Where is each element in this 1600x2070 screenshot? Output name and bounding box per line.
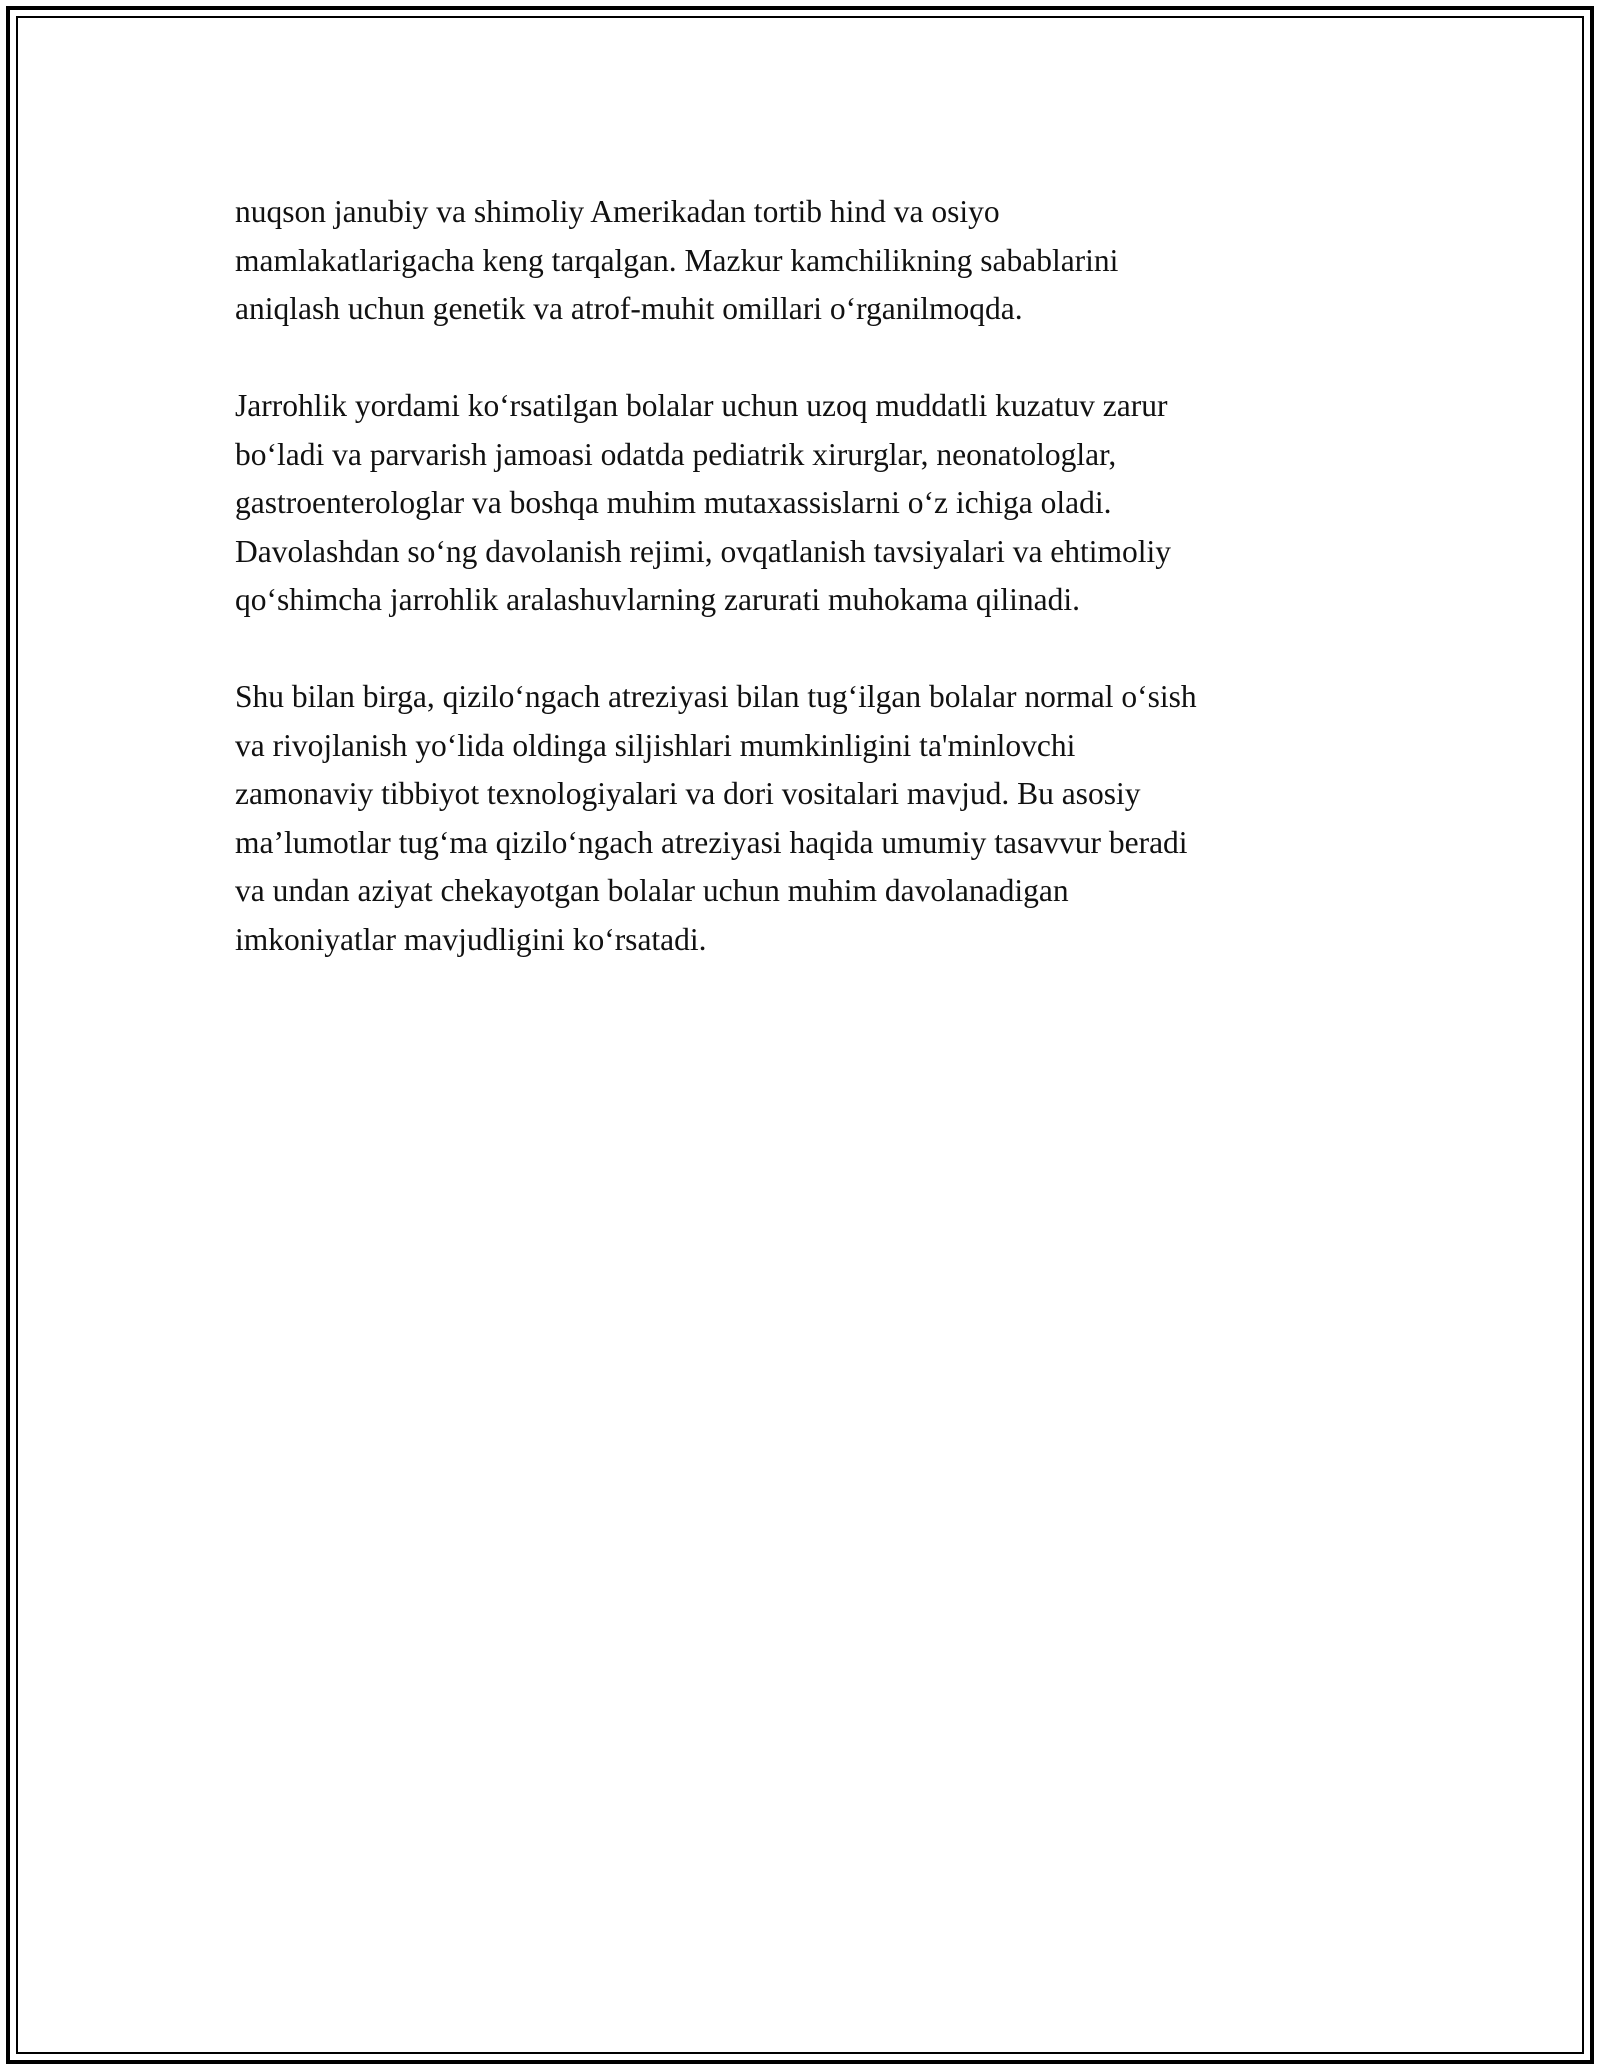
paragraph-line: Shu bilan birga, qizilo‘ngach atreziyasi bilan tug‘ilgan bolalar normal o‘sish [235, 679, 1197, 714]
paragraph-line: gastroenterologlar va boshqa muhim mutaxassislarni o‘z ichiga oladi. [235, 485, 1112, 520]
paragraph-line: mamlakatlarigacha keng tarqalgan. Mazkur kamchilikning sabablarini [235, 242, 1119, 278]
paragraph-line: imkoniyatlar mavjudligini ko‘rsatadi. [235, 921, 707, 957]
paragraph-line: zamonaviy tibbiyot texnologiyalari va dori vositalari mavjud. Bu asosiy [235, 776, 1141, 811]
paragraph-3 [235, 673, 1385, 964]
paragraph-line: nuqson janubiy va shimoliy Amerikadan tortib hind va osiyo [235, 194, 1000, 229]
paragraph-line: aniqlash uchun genetik va atrof-muhit omillari o‘rganilmoqda. [235, 291, 1023, 326]
paragraph-line: bo‘ladi va parvarish jamoasi odatda pediatrik xirurglar, neonatologlar, [235, 436, 1117, 472]
paragraph-line: Jarrohlik yordami ko‘rsatilgan bolalar uchun uzoq muddatli kuzatuv zarur [235, 388, 1168, 423]
document-body [235, 188, 1385, 1013]
paragraph-line: qo‘shimcha jarrohlik aralashuvlarning zarurati muhokama qilinadi. [235, 582, 1080, 617]
paragraph-line: va rivojlanish yo‘lida oldinga siljishlari mumkinligini ta'minlovchi [235, 727, 1076, 763]
paragraph-2 [235, 382, 1385, 625]
paragraph-line: ma’lumotlar tug‘ma qizilo‘ngach atreziyasi haqida umumiy tasavvur beradi [235, 824, 1188, 860]
paragraph-line: va undan aziyat chekayotgan bolalar uchun muhim davolanadigan [235, 873, 1069, 908]
paragraph-line: Davolashdan so‘ng davolanish rejimi, ovqatlanish tavsiyalari va ehtimoliy [235, 533, 1172, 569]
paragraph-1 [235, 188, 1385, 334]
